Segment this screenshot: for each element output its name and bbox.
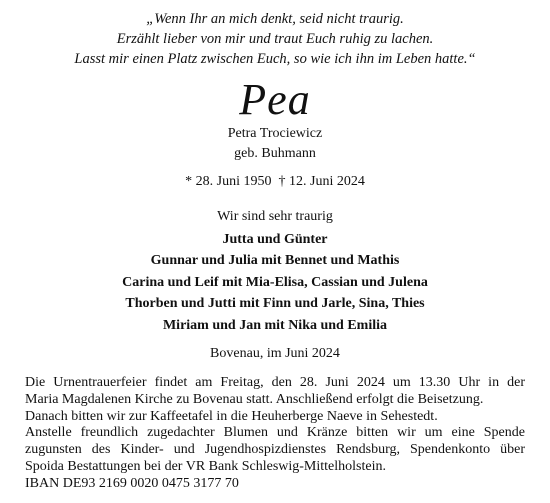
notice-line: Danach bitten wir zur Kaffeetafel in die Heuherberge Naeve in Sehestedt. (25, 408, 438, 424)
deceased-full-name: Petra Trociewicz (227, 126, 323, 141)
place-and-date: Bovenau, im Juni 2024 (210, 346, 340, 361)
life-dates-text: * 28. Juni 1950 † 12. Juni 2024 (185, 174, 365, 189)
notice-line: Maria Magdalenen Kirche zu Bovenau statt. Anschließend erfolgt die Beisetzung. (25, 391, 484, 407)
deceased-name-block (0, 124, 550, 164)
mourner-line: Gunnar und Julia mit Bennet und Mathis (150, 253, 400, 269)
mourner-line: Miriam und Jan mit Nika und Emilia (162, 317, 388, 333)
mourner-line: Carina und Leif mit Mia-Elisa, Cassian und Julena (122, 274, 428, 290)
mourners-intro: Wir sind sehr traurig (217, 209, 333, 224)
mourner-line: Thorben und Jutti mit Finn und Jarle, Sina, Thies (125, 296, 425, 312)
quote-line-1: „Wenn Ihr an mich denkt, seid nicht traurig. (146, 11, 404, 27)
notice-line: Anstelle freundlich zugedachter Blumen und Kränze bitten wir um eine Spende (25, 425, 525, 441)
iban-line: IBAN DE93 2169 0020 0475 3177 70 (25, 475, 239, 491)
mourner-line: Jutta und Günter (222, 232, 328, 247)
life-dates (0, 172, 550, 192)
notice-line: Die Urnentrauerfeier findet am Freitag, den 28. Juni 2024 um 13.30 Uhr in der (25, 375, 525, 390)
funeral-notice-text (25, 375, 525, 493)
mourners-list (0, 229, 550, 336)
quote-line-3: Lasst mir einen Platz zwischen Euch, so wie ich ihn im Leben hatte.“ (74, 51, 476, 67)
notice-line: Spoida Bestattungen bei der VR Bank Schleswig-Mittelholstein. (25, 458, 386, 474)
quote-line-2: Erzählt lieber von mir und traut Euch ruhig zu lachen. (116, 31, 434, 47)
deceased-birth-name: geb. Buhmann (234, 146, 316, 161)
memorial-quote (0, 9, 550, 69)
notice-line: zugunsten des Kinder- und Jugendhospizdienstes Rendsburg, Spendenkonto über (25, 442, 525, 458)
deceased-nickname: Pea (239, 75, 311, 124)
